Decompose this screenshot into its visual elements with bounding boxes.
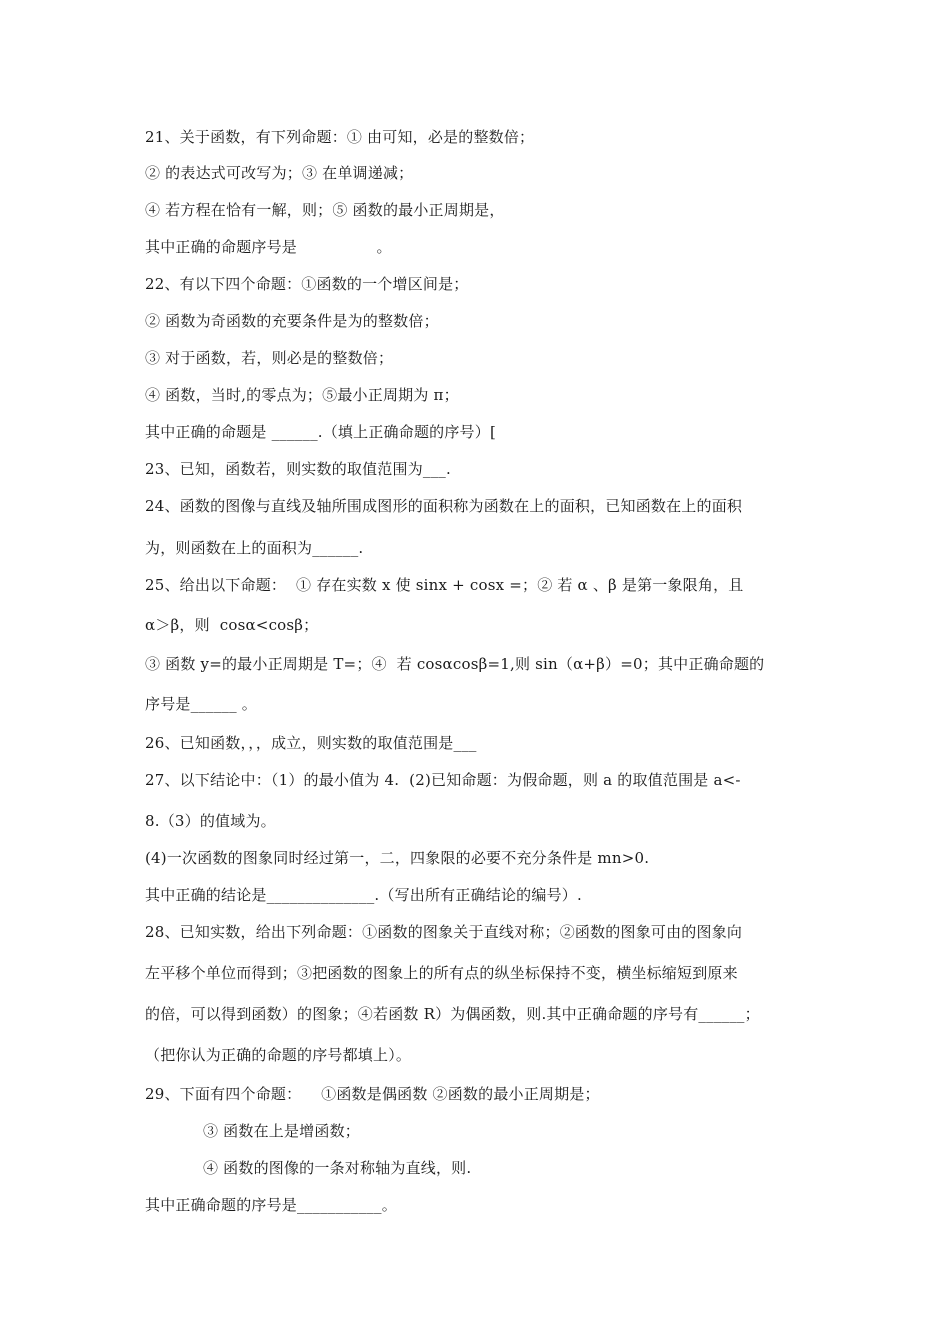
question-21-line-4: 其中正确的命题序号是 。	[145, 238, 392, 256]
question-22-line-3: ③ 对于函数，若，则必是的整数倍；	[145, 349, 394, 367]
question-24-line-1: 24、函数的图像与直线及轴所围成图形的面积称为函数在上的面积，已知函数在上的面积	[145, 497, 743, 515]
question-28-line-4: （把你认为正确的命题的序号都填上）。	[145, 1046, 412, 1064]
question-28-line-3: 的倍，可以得到函数）的图象；④若函数 R）为偶函数，则.其中正确命题的序号有______；	[145, 1005, 760, 1023]
question-24-line-2: 为，则函数在上的面积为______.	[145, 539, 364, 557]
question-23-line-1: 23、已知，函数若，则实数的取值范围为___.	[145, 460, 451, 478]
question-25-line-1: 25、给出以下命题： ① 存在实数 x 使 sinx + cosx =；② 若 α 、β 是第一象限角，且	[145, 576, 744, 594]
question-21-line-3: ④ 若方程在恰有一解，则；⑤ 函数的最小正周期是，	[145, 201, 505, 219]
question-27-line-4: 其中正确的结论是______________.（写出所有正确结论的编号）.	[145, 886, 582, 904]
question-26-line-1: 26、已知函数，，，成立，则实数的取值范围是___	[145, 734, 477, 752]
question-21-line-1: 21、关于函数，有下列命题：① 由可知，必是的整数倍；	[145, 128, 535, 146]
question-29-line-1: 29、下面有四个命题： ①函数是偶函数 ②函数的最小正周期是；	[145, 1085, 600, 1103]
question-22-line-5: 其中正确的命题是 ______.（填上正确命题的序号）[	[145, 423, 496, 441]
question-25-line-3: ③ 函数 y=的最小正周期是 T=；④ 若 cosαcosβ=1,则 sin（α+β）=0；其中正确命题的	[145, 655, 765, 673]
question-29-line-4: 其中正确命题的序号是___________。	[145, 1196, 397, 1214]
question-28-line-2: 左平移个单位而得到；③把函数的图象上的所有点的纵坐标保持不变，横坐标缩短到原来	[145, 964, 738, 982]
question-25-line-4: 序号是______ 。	[145, 695, 257, 713]
question-22-line-2: ② 函数为奇函数的充要条件是为的整数倍；	[145, 312, 439, 330]
question-29-line-3: ④ 函数的图像的一条对称轴为直线，则.	[203, 1159, 472, 1177]
question-27-line-1: 27、以下结论中：（1）的最小值为 4. (2)已知命题：为假命题，则 a 的取值范围是 a<-	[145, 771, 741, 789]
question-27-line-2: 8.（3）的值域为。	[145, 812, 276, 830]
question-25-line-2: α＞β，则 cosα<cosβ；	[145, 616, 319, 634]
question-21-line-2: ② 的表达式可改写为；③ 在单调递减；	[145, 164, 414, 182]
question-22-line-4: ④ 函数，当时,的零点为；⑤最小正周期为 π；	[145, 386, 459, 404]
question-29-line-2: ③ 函数在上是增函数；	[203, 1122, 360, 1140]
question-28-line-1: 28、已知实数，给出下列命题：①函数的图象关于直线对称；②函数的图象可由的图象向	[145, 923, 743, 941]
question-22-line-1: 22、有以下四个命题：①函数的一个增区间是；	[145, 275, 469, 293]
question-27-line-3: (4)一次函数的图象同时经过第一，二，四象限的必要不充分条件是 mn>0.	[145, 849, 650, 867]
